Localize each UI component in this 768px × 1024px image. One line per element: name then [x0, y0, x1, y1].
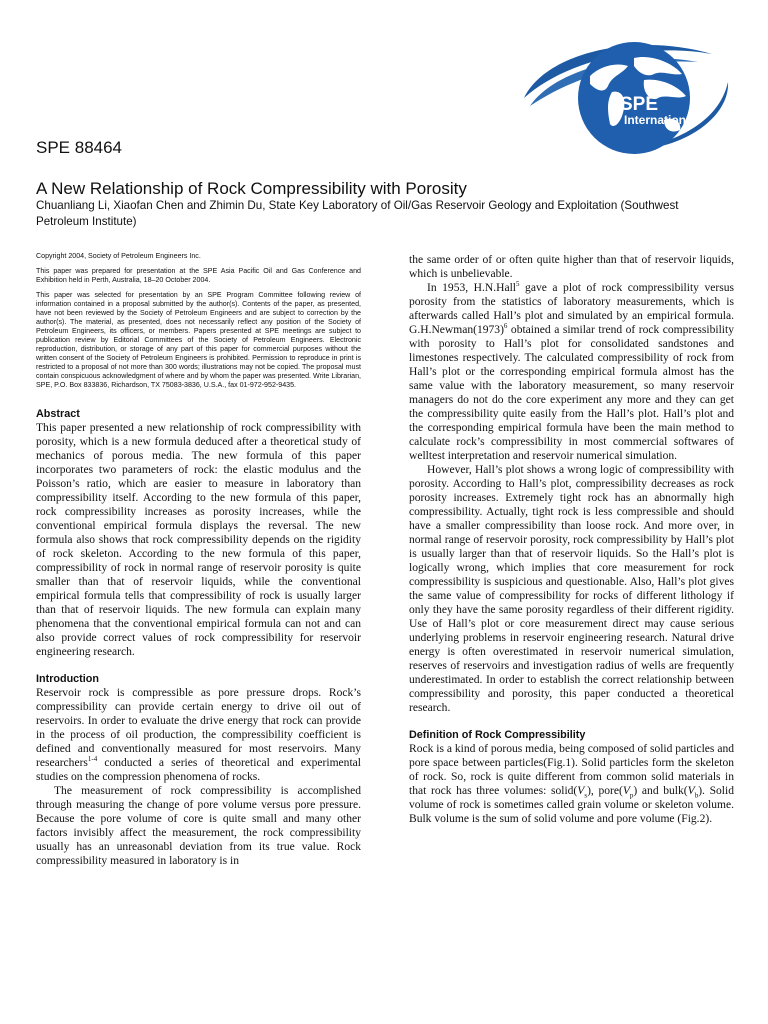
author-affiliation: Chuanliang Li, Xiaofan Chen and Zhimin Du, State Key Laboratory of Oil/Gas Reservoir Geology and Exploitation (Southwest Petroleum Institute) — [36, 199, 679, 228]
logo-spe-text: SPE — [620, 94, 659, 115]
definition-paragraph — [409, 742, 734, 826]
intro-p1-text-b: conducted a series of theoretical and experimental studies on the compression phenomena of rocks. — [36, 757, 361, 783]
intro-p1-text-a: Reservoir rock is compressible as pore pressure drops. Rock’s compressibility can provide certain energy to drive oil out of reservoirs. In order to evaluate the drive energy that rock can provide in the process of oil production, the compressibility coefficient is defined and conventionally measured for most reservoirs. Many researchers — [36, 687, 361, 769]
definition-text-d: ). Solid volume of rock is sometimes called grain volume or skeleton volume. Bulk volume is the sum of solid volume and pore volume (Fig.2). — [409, 785, 734, 825]
intro-paragraph-1 — [36, 686, 361, 784]
paper-id: SPE 88464 — [36, 138, 123, 157]
copyright-notice — [36, 252, 361, 390]
subscript-p: p — [629, 791, 634, 800]
intro-p4-text-c: obtained a similar trend of rock compressibility with porosity to Hall’s plot for consolidated sandstones and limestones respectively. The calculated compressibility of rock from Hall’s plot or the corresponding empirical formula almost has the same value with the laboratory measurement, so many reservoir managers do not do the core experiment any more and they can get the compressibility quite easily from the Hall’s plot. Hall’s plot and the corresponding empirical formula have been the main method to calculate rock’s compressibility in most commercial softwares of welltest interpretation and reservoir numerical simulation. — [409, 324, 734, 462]
conference-note: This paper was prepared for presentation at the SPE Asia Pacific Oil and Gas Conference and Exhibition held in Perth, Australia, 18–20 October 2004. — [36, 267, 361, 284]
intro-paragraph-3: the same order of or often quite higher than that of reservoir liquids, which is unbelievable. — [409, 254, 734, 280]
definition-text-c: ) and bulk( — [633, 785, 688, 797]
definition-text-a: Rock is a kind of porous media, being composed of solid particles and pore space between particles(Fig.1). Solid particles form the skeleton of rock. So, rock is quite different from common solid materials in that rock has three volumes: solid( — [409, 743, 734, 797]
review-disclaimer: This paper was selected for presentation by an SPE Program Committee following review of information contained in a proposal submitted by the author(s). Contents of the paper, as presented, have not been reviewed by the Society of Petroleum Engineers and are subject to correction by the author(s). The material, as presented, does not necessarily reflect any position of the Society of Petroleum Engineers, its officers, or members. Papers presented at SPE meetings are subject to publication review by Editorial Committees of the Society of Petroleum Engineers. Electronic reproduction, distribution, or storage of any part of this paper for commercial purposes without the written consent of the Society of Petroleum Engineers is prohibited. Permission to reproduce in print is restricted to a proposal of not more than 300 words; illustrations may not be copied. The proposal must contain conspicuous acknowledgment of where and by whom the paper was presented. Write Librarian, SPE, P.O. Box 833836, Richardson, TX 75083-3836, U.S.A., fax 01-972-952-9435. — [36, 291, 361, 389]
intro-paragraph-5: However, Hall’s plot shows a wrong logic of compressibility with porosity. According to Hall’s plot, compressibility decreases as rock porosity increases. Extremely tight rock has an abnormally high compressibility. Actually, tight rock is less compressible and should have a smaller compressibility than loose rock. And more over, in normal range of reservoir porosity, rock compressibility by Hall’s plot is usually larger than that of reservoir liquids. So the Hall’s plot is logically wrong, which implies that core measurement for rock compressibility is suspicious and questionable. Also, Hall’s plot gives the same value of compressibility for rocks of different lithology if only they have the same porosity regardless of their different rigidity. Use of Hall’s plot or core measurement direct may cause serious underlying problems in reservoir engineering research. Natural drive energy is often overestimated in reservoir numerical simulation, reserves of reservoirs and investigation radius of wells are frequently underestimated. In order to establish the correct relationship between compressibility and porosity, this paper conducted a theoretical research. — [409, 464, 734, 714]
logo-international-text: International — [624, 113, 697, 127]
symbol-v-bulk: V — [687, 785, 695, 797]
citation-5: 5 — [516, 280, 520, 289]
intro-p4-text-b: gave a plot of rock compressibility versus porosity from the statistics of laboratory measurements, which is afterwards called Hall’s plot and simulated by an empirical formula. G.H.Newman(1973) — [409, 282, 734, 336]
right-column — [409, 253, 734, 826]
symbol-v-solid: V — [577, 785, 585, 797]
citation-6: 6 — [503, 322, 508, 331]
symbol-v-pore: V — [622, 785, 630, 797]
citation-1-4: 1-4 — [87, 755, 98, 764]
subscript-s: s — [584, 791, 588, 800]
left-column — [36, 252, 361, 868]
definition-heading: Definition of Rock Compressibility — [409, 729, 586, 741]
paper-title: A New Relationship of Rock Compressibility with Porosity — [36, 179, 467, 198]
abstract-heading: Abstract — [36, 408, 80, 420]
definition-text-b: ), pore( — [587, 785, 623, 797]
copyright-line: Copyright 2004, Society of Petroleum Engineers Inc. — [36, 252, 201, 260]
spe-international-logo — [516, 32, 740, 160]
intro-paragraph-2: The measurement of rock compressibility is accomplished through measuring the change of pore volume versus pore pressure. Because the pore volume of core is quite small and many other factors invisibly affect the measurement, the rock compressibility usually has an unreasonabl deviation from its true value. Rock compressibility measured in laboratory is in — [36, 785, 361, 867]
introduction-heading: Introduction — [36, 673, 99, 685]
abstract-text: This paper presented a new relationship of rock compressibility with porosity, which is a new formula deduced after a theoretical study of mechanics of porous media. The new formula of this paper incorporates two parameters of rock: the elastic modulus and the Poisson’s ratio, which are easier to measure in laboratory than compressibility itself. According to the new formula of this paper, rock compressibility increases as porosity increases, while the conventional empirical formula displays the reversal. The new formula also shows that rock compressibility depends on the rigidity of rock skeleton. According to the new formula of this paper, compressibility of rock in normal range of reservoir porosity is quite smaller than that of reservoir liquids, while the conventional empirical formula tells that compressibility of rock is usually larger than that of reservoir liquids. The new formula can explain many phenomena that the conventional empirical formula can not and can also provide correct values of rock compressibility for reservoir engineering research. — [36, 422, 361, 658]
subscript-b: b — [694, 791, 699, 800]
intro-p4-text-a: In 1953, H.N.Hall — [427, 282, 517, 294]
intro-paragraph-4 — [409, 281, 734, 463]
